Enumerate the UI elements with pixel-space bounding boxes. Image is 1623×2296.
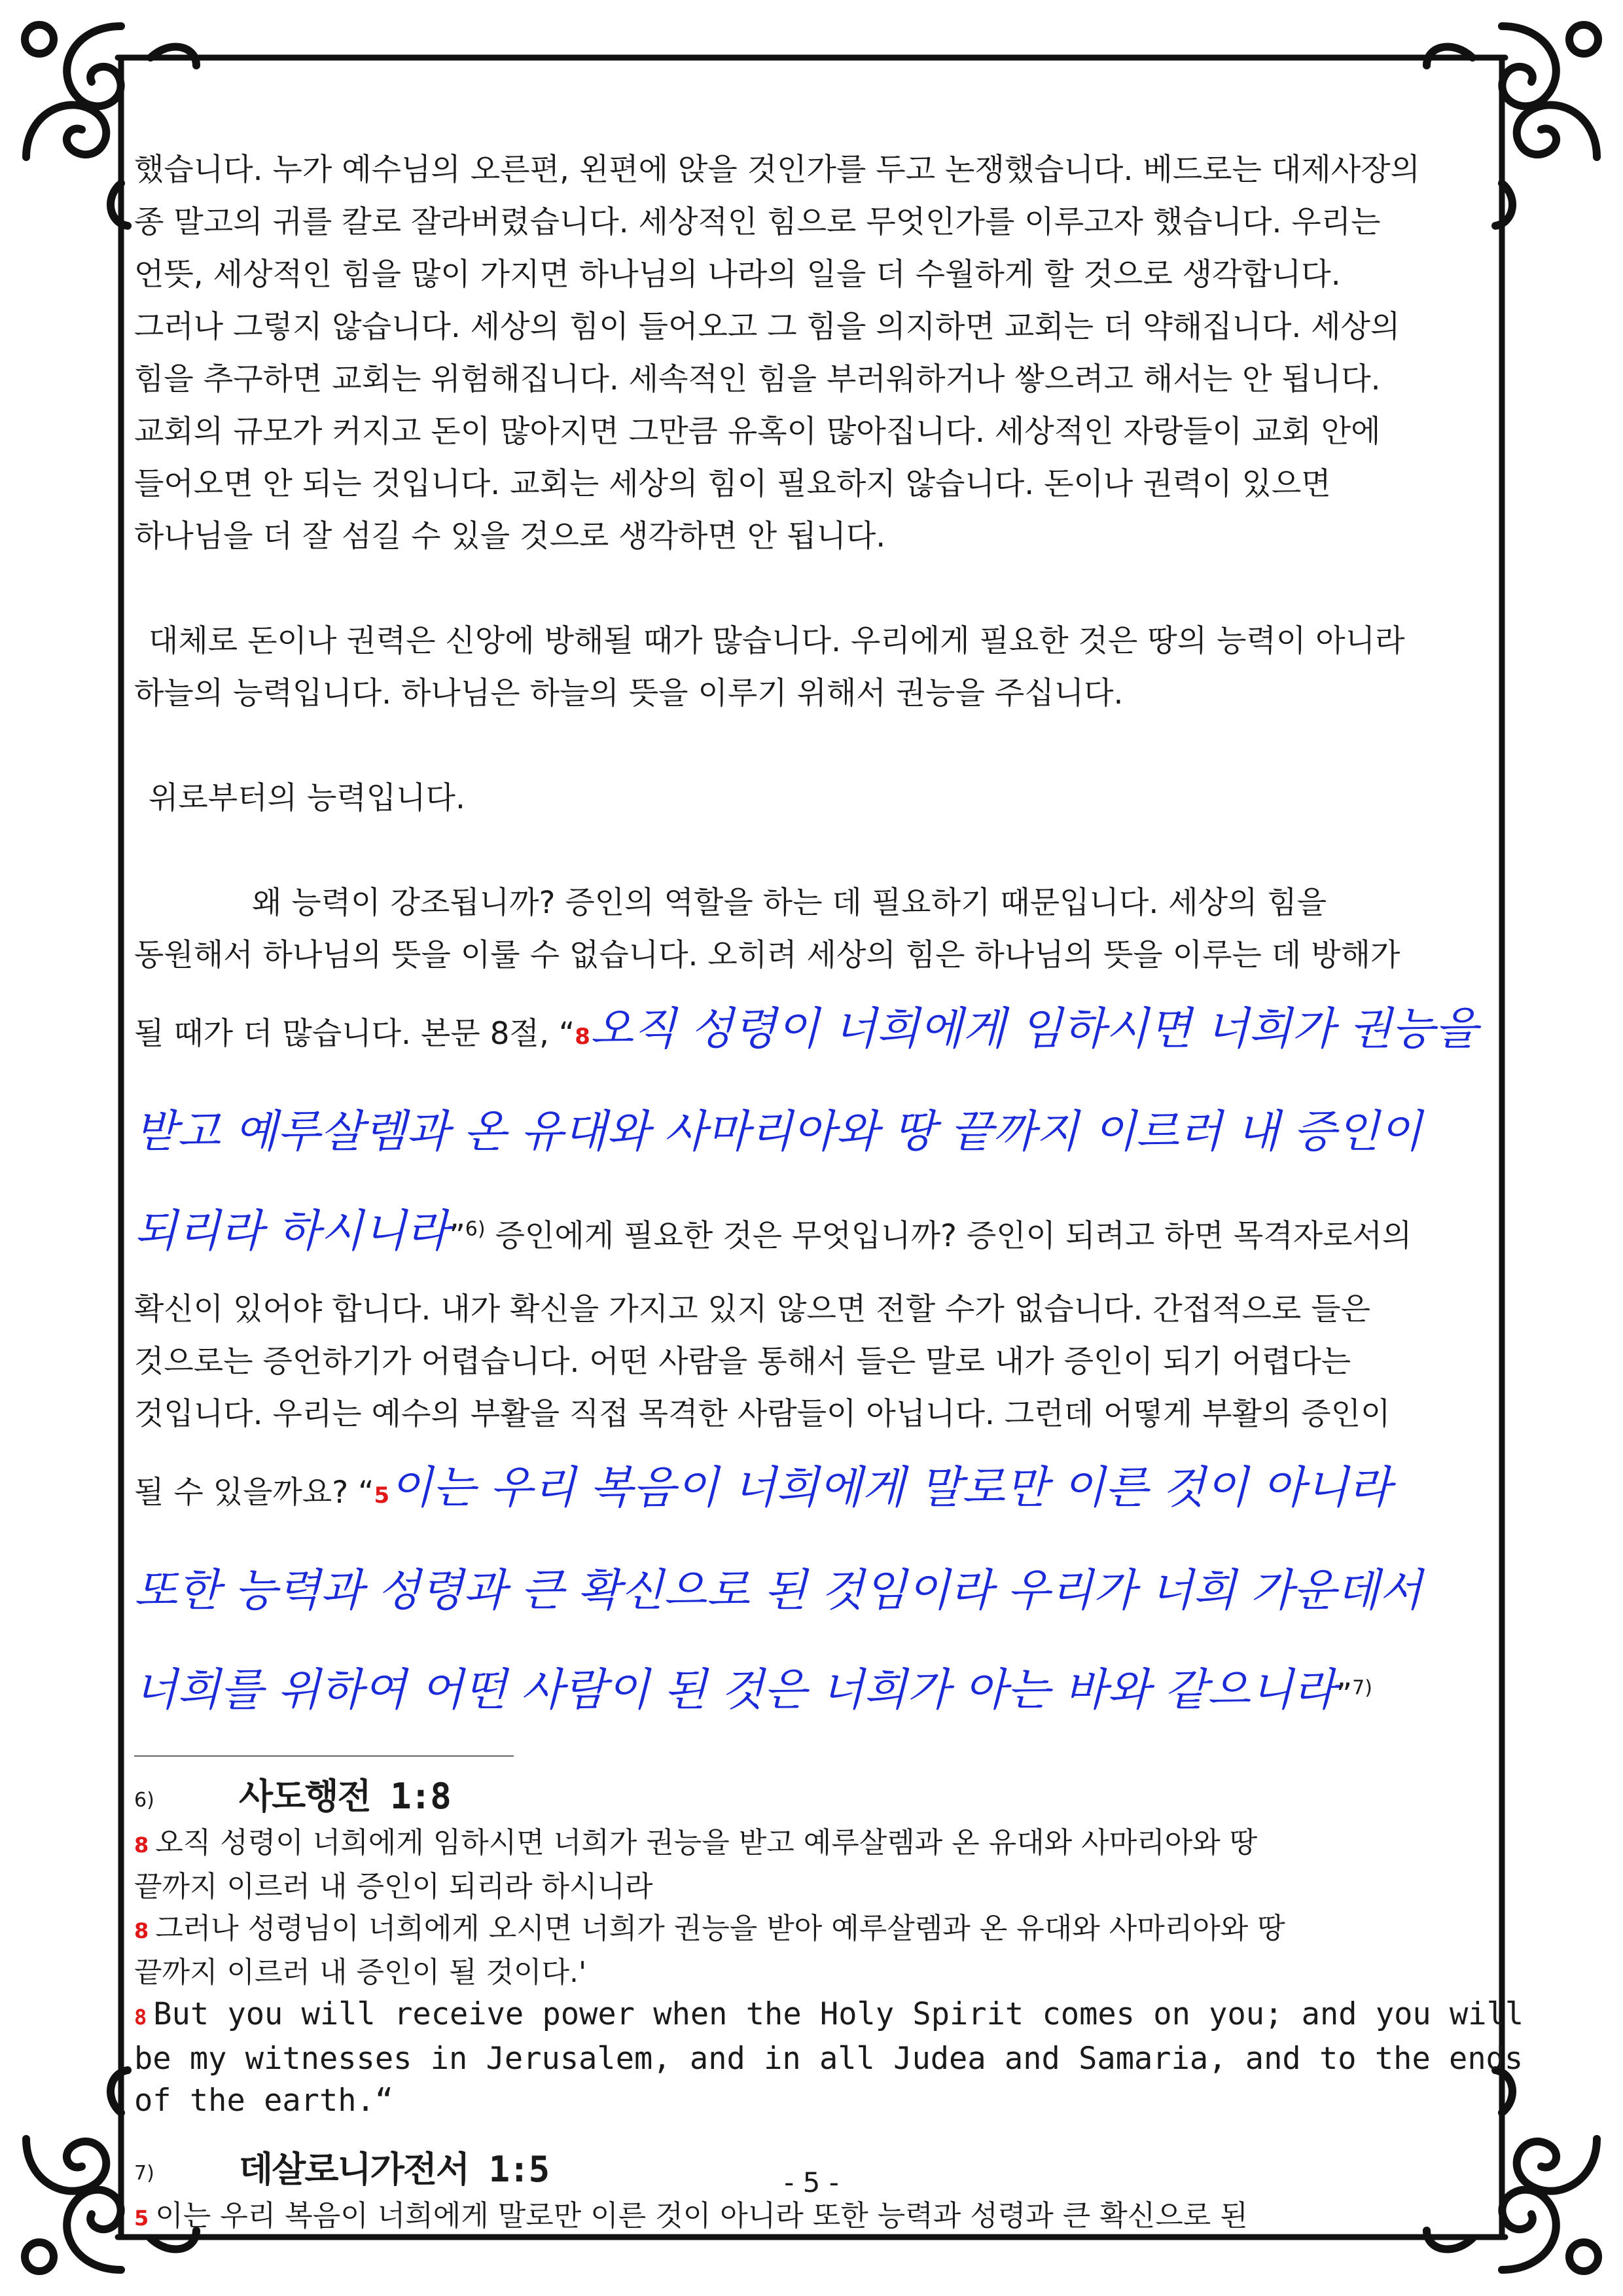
scripture-quote: 받고 예루살렘과 온 유대와 사마리아와 땅 끝까지 이르러 내 증인이 — [134, 1106, 1423, 1158]
text-line: 종 말고의 귀를 칼로 잘라버렸습니다. 세상적인 힘으로 무엇인가를 이루고자 했습니다. 우리는 — [134, 204, 1381, 240]
page-body — [134, 144, 1524, 2239]
scripture-quote: 오직 성령이 너희에게 임하시면 너희가 권능을 — [590, 1003, 1478, 1055]
verse-number: 8 — [134, 1833, 149, 1857]
footnote-line: 끝까지 이르러 내 증인이 되리라 하시니라 — [134, 1870, 653, 1903]
page-number: - 5 - — [784, 2166, 839, 2198]
text-line: 대체로 돈이나 권력은 신앙에 방해될 때가 많습니다. 우리에게 필요한 것은 땅의 능력이 아니라 — [149, 623, 1405, 659]
text-line: 동원해서 하나님의 뜻을 이룰 수 없습니다. 오히려 세상의 힘은 하나님의 뜻을 이루는 데 방해가 — [134, 937, 1400, 973]
text-line: 교회의 규모가 커지고 돈이 많아지면 그만큼 유혹이 많아집니다. 세상적인 자랑들이 교회 안에 — [134, 414, 1381, 450]
footnote-text: 그러나 성령님이 너희에게 오시면 너희가 권능을 받아 예루살렘과 온 유대와 사마리아와 땅 — [155, 1912, 1285, 1945]
paragraph-1 — [134, 144, 1489, 563]
text-line — [134, 1543, 1489, 1643]
footnote-line — [134, 1822, 1489, 1866]
footnote-separator — [134, 1755, 514, 1757]
text-line: 했습니다. 누가 예수님의 오른편, 왼편에 앉을 것인가를 두고 논쟁했습니다. 베드로는 대제사장의 — [134, 152, 1420, 188]
footnote-title: 사도행전 1:8 — [239, 1776, 450, 1817]
footnote-line: of the earth.“ — [134, 2083, 394, 2119]
text-line — [134, 1643, 1489, 1742]
text-span: 될 때가 더 많습니다. 본문 8절, “ — [134, 1016, 575, 1052]
text-line: 힘을 추구하면 교회는 위험해집니다. 세속적인 힘을 부러워하거나 쌓으려고 해서는 안 됩니다. — [134, 361, 1381, 397]
text-line: 하늘의 능력입니다. 하나님은 하늘의 뜻을 이루기 위해서 권능을 주십니다. — [134, 675, 1124, 711]
paragraph-3: 위로부터의 능력입니다. — [149, 780, 465, 816]
scripture-quote: 너희를 위하여 어떤 사람이 된 것은 너희가 아는 바와 같으니라 — [134, 1664, 1336, 1716]
footnote-title: 데살로니가전서 1:5 — [239, 2149, 549, 2190]
text-line: 들어오면 안 되는 것입니다. 교회는 세상의 힘이 필요하지 않습니다. 돈이나 권력이 있으면 — [134, 466, 1331, 502]
footnote-header — [134, 1775, 1489, 1822]
footnote-text: 오직 성령이 너희에게 임하시면 너희가 권능을 받고 예루살렘과 온 유대와 사마리아와 땅 — [155, 1826, 1258, 1859]
footnote-ref[interactable]: 7) — [1352, 1676, 1372, 1700]
footnote-mark: 7) — [134, 2162, 154, 2185]
text-line: 왜 능력이 강조됩니까? 증인의 역할을 하는 데 필요하기 때문입니다. 세상의 힘을 — [252, 885, 1327, 921]
text-line: 언뜻, 세상적인 힘을 많이 가지면 하나님의 나라의 일을 더 수월하게 할 것으로 생각합니다. — [134, 257, 1341, 293]
scripture-quote: 되리라 하시니라 — [134, 1206, 450, 1257]
footnote-text: But you will receive power when the Holy Spirit comes on you; and you will — [153, 1996, 1524, 2032]
verse-number: 5 — [134, 2206, 149, 2231]
verse-number: 5 — [374, 1482, 390, 1509]
close-quote: ” — [1336, 1677, 1353, 1713]
footnote-line: 끝까지 이르러 내 증인이 될 것이다.' — [134, 1956, 587, 1989]
footnote-text: 이는 우리 복음이 너희에게 말로만 이른 것이 아니라 또한 능력과 성령과 큰 확신으로 된 — [155, 2199, 1248, 2233]
footnote-ref[interactable]: 6) — [465, 1217, 486, 1241]
close-quote: ” — [449, 1218, 465, 1254]
text-line: 것으로는 증언하기가 어렵습니다. 어떤 사람을 통해서 들은 말로 내가 증인이 되기 어렵다는 — [134, 1344, 1351, 1380]
verse-number: 8 — [575, 1024, 590, 1050]
scripture-quote: 이는 우리 복음이 너희에게 말로만 이른 것이 아니라 — [389, 1462, 1391, 1514]
text-line — [134, 1441, 1489, 1543]
footnote-6 — [134, 1775, 1524, 2122]
footnote-line — [134, 1994, 1524, 2038]
footnote-line — [134, 1908, 1489, 1952]
verse-number: 8 — [134, 1918, 149, 1943]
paragraph-4 — [134, 877, 1489, 1742]
footnote-mark: 6) — [134, 1789, 154, 1812]
text-line: 그러나 그렇지 않습니다. 세상의 힘이 들어오고 그 힘을 의지하면 교회는 더 약해집니다. 세상의 — [134, 309, 1400, 345]
text-line: 것입니다. 우리는 예수의 부활을 직접 목격한 사람들이 아닙니다. 그런데 어떻게 부활의 증인이 — [134, 1396, 1391, 1432]
text-span: 증인에게 필요한 것은 무엇입니까? 증인이 되려고 하면 목격자로서의 — [485, 1218, 1412, 1254]
text-line: 확신이 있어야 합니다. 내가 확신을 가지고 있지 않으면 전할 수가 없습니다. 간접적으로 들은 — [134, 1291, 1371, 1327]
text-span: 될 수 있을까요? “ — [134, 1475, 374, 1511]
text-line: 하나님을 더 잘 섬길 수 있을 것으로 생각하면 안 됩니다. — [134, 518, 886, 554]
verse-number: 8 — [134, 2005, 147, 2030]
footnote-line — [134, 2195, 1489, 2239]
text-line — [134, 982, 1489, 1085]
paragraph-2 — [134, 615, 1489, 720]
scripture-quote: 또한 능력과 성령과 큰 확신으로 된 것임이라 우리가 너희 가운데서 — [134, 1565, 1423, 1617]
text-line — [134, 1085, 1489, 1184]
footnote-line: be my witnesses in Jerusalem, and in all Judea and Samaria, and to the ends — [134, 2041, 1524, 2077]
text-line — [134, 1184, 1489, 1283]
